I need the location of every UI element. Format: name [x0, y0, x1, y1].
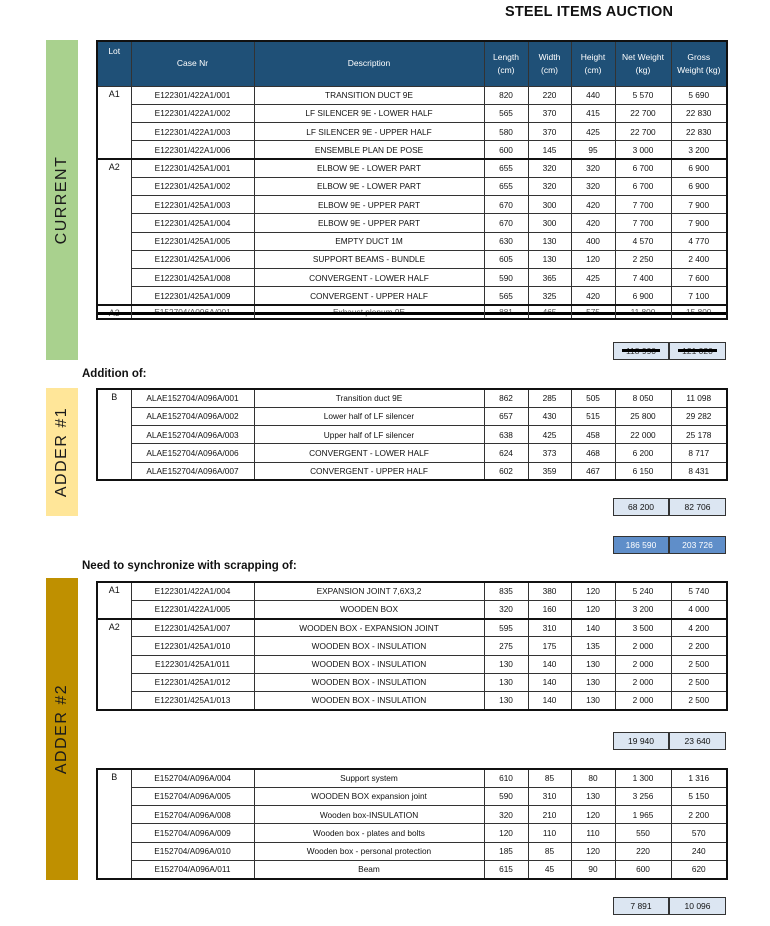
- table-row: [97, 673, 727, 691]
- table-header-row: [97, 41, 727, 86]
- gross-weight-cell: 5 150: [671, 787, 727, 805]
- gross-weight-cell: 6 900: [671, 159, 727, 177]
- lot-cell: A3: [97, 305, 131, 319]
- table-row: [97, 860, 727, 878]
- net-weight-cell: 2 000: [615, 673, 671, 691]
- grand-total-net: 186 590: [613, 536, 669, 554]
- length-cell: 565: [484, 104, 528, 122]
- description-cell: CONVERGENT - UPPER HALF: [254, 287, 484, 305]
- case-cell: E152704/A096A/004: [131, 769, 254, 787]
- net-weight-cell: 3 200: [615, 600, 671, 618]
- gross-weight-cell: 2 500: [671, 692, 727, 710]
- description-cell: WOODEN BOX - INSULATION: [254, 673, 484, 691]
- description-cell: CONVERGENT - UPPER HALF: [254, 462, 484, 480]
- height-cell: 120: [571, 600, 615, 618]
- description-cell: Exhaust plenum 9E: [254, 305, 484, 319]
- width-cell: 130: [528, 250, 571, 268]
- description-cell: ELBOW 9E - UPPER PART: [254, 214, 484, 232]
- table-row: [97, 842, 727, 860]
- section-adder-2: [46, 578, 78, 880]
- adder2b-table-body: [97, 769, 727, 879]
- net-weight-cell: 1 300: [615, 769, 671, 787]
- net-weight-cell: 25 800: [615, 407, 671, 425]
- height-cell: 420: [571, 214, 615, 232]
- case-cell: E122301/425A1/013: [131, 692, 254, 710]
- height-cell: 320: [571, 177, 615, 195]
- table-row: [97, 104, 727, 122]
- case-cell: E122301/425A1/002: [131, 177, 254, 195]
- net-weight-cell: 6 200: [615, 444, 671, 462]
- sync-caption: Need to synchronize with scrapping of:: [82, 560, 297, 572]
- gross-weight-cell: 570: [671, 824, 727, 842]
- section-current: [46, 40, 78, 360]
- width-cell: 300: [528, 196, 571, 214]
- case-cell: E122301/425A1/008: [131, 269, 254, 287]
- length-cell: 655: [484, 159, 528, 177]
- net-weight-cell: 22 700: [615, 104, 671, 122]
- width-cell: 300: [528, 214, 571, 232]
- table-row: [97, 250, 727, 268]
- table-row: [97, 824, 727, 842]
- height-cell: 415: [571, 104, 615, 122]
- width-cell: 310: [528, 619, 571, 637]
- description-cell: Support system: [254, 769, 484, 787]
- length-cell: 670: [484, 196, 528, 214]
- case-cell: E122301/422A1/005: [131, 600, 254, 618]
- net-weight-cell: 3 000: [615, 141, 671, 159]
- gross-weight-cell: 8 717: [671, 444, 727, 462]
- height-cell: 120: [571, 842, 615, 860]
- section-adder-1: [46, 388, 78, 516]
- case-cell: E122301/422A1/006: [131, 141, 254, 159]
- gross-weight-cell: 2 400: [671, 250, 727, 268]
- table-row: [97, 269, 727, 287]
- height-cell: 120: [571, 250, 615, 268]
- lot-cell: A1: [97, 86, 131, 159]
- col-case-header: Case Nr: [131, 41, 254, 86]
- net-weight-cell: 220: [615, 842, 671, 860]
- table-row: [97, 462, 727, 480]
- col-net-weight-header: Net Weight (kg): [615, 41, 671, 86]
- description-cell: LF SILENCER 9E - UPPER HALF: [254, 123, 484, 141]
- table-row: [97, 177, 727, 195]
- lot-cell: A1: [97, 582, 131, 619]
- length-cell: 130: [484, 692, 528, 710]
- width-cell: 373: [528, 444, 571, 462]
- case-cell: ALAE152704/A096A/003: [131, 426, 254, 444]
- case-cell: E122301/422A1/002: [131, 104, 254, 122]
- case-cell: ALAE152704/A096A/006: [131, 444, 254, 462]
- current-table-body: [97, 86, 727, 319]
- height-cell: 130: [571, 787, 615, 805]
- length-cell: 670: [484, 214, 528, 232]
- width-cell: 359: [528, 462, 571, 480]
- table-row: [97, 159, 727, 177]
- height-cell: 90: [571, 860, 615, 878]
- width-cell: 310: [528, 787, 571, 805]
- case-cell: E152704/A096A/001: [131, 305, 254, 319]
- gross-weight-cell: 6 900: [671, 177, 727, 195]
- net-weight-cell: 6 700: [615, 177, 671, 195]
- adder1-table: [96, 388, 728, 481]
- description-cell: Beam: [254, 860, 484, 878]
- addition-caption: Addition of:: [82, 368, 147, 380]
- width-cell: 175: [528, 637, 571, 655]
- length-cell: 580: [484, 123, 528, 141]
- lot-cell: B: [97, 769, 131, 879]
- adder2a-total-gross: 23 640: [669, 732, 726, 750]
- table-row: [97, 769, 727, 787]
- height-cell: 420: [571, 196, 615, 214]
- case-cell: E152704/A096A/005: [131, 787, 254, 805]
- case-cell: ALAE152704/A096A/007: [131, 462, 254, 480]
- col-gross-weight-header: Gross Weight (kg): [671, 41, 727, 86]
- section-adder-1-label: ADDER #1: [53, 406, 70, 498]
- gross-weight-cell: 620: [671, 860, 727, 878]
- col-height-header: Height (cm): [571, 41, 615, 86]
- description-cell: EMPTY DUCT 1M: [254, 232, 484, 250]
- height-cell: 320: [571, 159, 615, 177]
- length-cell: 602: [484, 462, 528, 480]
- gross-weight-cell: 7 600: [671, 269, 727, 287]
- table-row: [97, 141, 727, 159]
- case-cell: E122301/425A1/011: [131, 655, 254, 673]
- adder1-total-gross: 82 706: [669, 498, 726, 516]
- gross-weight-cell: 22 830: [671, 123, 727, 141]
- col-length-header: Length (cm): [484, 41, 528, 86]
- height-cell: 458: [571, 426, 615, 444]
- gross-weight-cell: 4 000: [671, 600, 727, 618]
- length-cell: 595: [484, 619, 528, 637]
- net-weight-cell: 4 570: [615, 232, 671, 250]
- adder2a-table-body: [97, 582, 727, 710]
- case-cell: ALAE152704/A096A/002: [131, 407, 254, 425]
- table-row: [97, 582, 727, 600]
- table-row: [97, 444, 727, 462]
- height-cell: 130: [571, 673, 615, 691]
- gross-weight-cell: 2 200: [671, 637, 727, 655]
- height-cell: 140: [571, 619, 615, 637]
- height-cell: 95: [571, 141, 615, 159]
- gross-weight-cell: 2 500: [671, 655, 727, 673]
- adder1-table-body: [97, 389, 727, 480]
- width-cell: 45: [528, 860, 571, 878]
- table-row: [97, 806, 727, 824]
- gross-weight-cell: 2 500: [671, 673, 727, 691]
- height-cell: 130: [571, 692, 615, 710]
- case-cell: E122301/425A1/007: [131, 619, 254, 637]
- gross-weight-cell: 29 282: [671, 407, 727, 425]
- gross-weight-cell: 15 800: [671, 305, 727, 319]
- width-cell: 220: [528, 86, 571, 104]
- height-cell: 468: [571, 444, 615, 462]
- adder2b-table: [96, 768, 728, 880]
- gross-weight-cell: 2 200: [671, 806, 727, 824]
- adder2a-table: [96, 581, 728, 711]
- table-row: [97, 232, 727, 250]
- net-weight-cell: 6 700: [615, 159, 671, 177]
- length-cell: 624: [484, 444, 528, 462]
- length-cell: 638: [484, 426, 528, 444]
- col-description-header: Description: [254, 41, 484, 86]
- length-cell: 835: [484, 582, 528, 600]
- adder2a-total-net: 19 940: [613, 732, 669, 750]
- net-weight-cell: 5 570: [615, 86, 671, 104]
- section-adder-2-label: ADDER #2: [53, 683, 70, 775]
- width-cell: 320: [528, 177, 571, 195]
- length-cell: 881: [484, 305, 528, 319]
- description-cell: ENSEMBLE PLAN DE POSE: [254, 141, 484, 159]
- current-total-gross: 121 020: [669, 342, 726, 360]
- gross-weight-cell: 11 098: [671, 389, 727, 407]
- net-weight-cell: 22 700: [615, 123, 671, 141]
- case-cell: E122301/425A1/012: [131, 673, 254, 691]
- length-cell: 565: [484, 287, 528, 305]
- current-total-net: 118 990: [613, 342, 669, 360]
- gross-weight-cell: 240: [671, 842, 727, 860]
- width-cell: 140: [528, 692, 571, 710]
- net-weight-cell: 1 965: [615, 806, 671, 824]
- height-cell: 110: [571, 824, 615, 842]
- width-cell: 210: [528, 806, 571, 824]
- description-cell: WOODEN BOX expansion joint: [254, 787, 484, 805]
- gross-weight-cell: 22 830: [671, 104, 727, 122]
- width-cell: 370: [528, 123, 571, 141]
- height-cell: 130: [571, 655, 615, 673]
- lot-cell: A2: [97, 159, 131, 305]
- case-cell: E122301/425A1/006: [131, 250, 254, 268]
- description-cell: WOODEN BOX: [254, 600, 484, 618]
- description-cell: CONVERGENT - LOWER HALF: [254, 444, 484, 462]
- width-cell: 320: [528, 159, 571, 177]
- description-cell: WOODEN BOX - INSULATION: [254, 637, 484, 655]
- description-cell: EXPANSION JOINT 7,6X3,2: [254, 582, 484, 600]
- net-weight-cell: 7 400: [615, 269, 671, 287]
- height-cell: 420: [571, 287, 615, 305]
- table-row: [97, 123, 727, 141]
- table-row: [97, 214, 727, 232]
- description-cell: ELBOW 9E - LOWER PART: [254, 159, 484, 177]
- gross-weight-cell: 5 690: [671, 86, 727, 104]
- case-cell: E122301/425A1/010: [131, 637, 254, 655]
- length-cell: 590: [484, 787, 528, 805]
- height-cell: 425: [571, 269, 615, 287]
- net-weight-cell: 11 800: [615, 305, 671, 319]
- case-cell: E122301/425A1/001: [131, 159, 254, 177]
- length-cell: 655: [484, 177, 528, 195]
- case-cell: ALAE152704/A096A/001: [131, 389, 254, 407]
- width-cell: 140: [528, 673, 571, 691]
- net-weight-cell: 2 250: [615, 250, 671, 268]
- net-weight-cell: 7 700: [615, 196, 671, 214]
- table-row: [97, 637, 727, 655]
- width-cell: 285: [528, 389, 571, 407]
- net-weight-cell: 5 240: [615, 582, 671, 600]
- length-cell: 320: [484, 600, 528, 618]
- length-cell: 615: [484, 860, 528, 878]
- gross-weight-cell: 5 740: [671, 582, 727, 600]
- description-cell: Lower half of LF silencer: [254, 407, 484, 425]
- length-cell: 120: [484, 824, 528, 842]
- table-row: [97, 287, 727, 305]
- case-cell: E122301/422A1/001: [131, 86, 254, 104]
- description-cell: SUPPORT BEAMS - BUNDLE: [254, 250, 484, 268]
- width-cell: 425: [528, 426, 571, 444]
- gross-weight-cell: 4 200: [671, 619, 727, 637]
- height-cell: 120: [571, 582, 615, 600]
- description-cell: Wooden box - personal protection: [254, 842, 484, 860]
- table-row: [97, 407, 727, 425]
- gross-weight-cell: 8 431: [671, 462, 727, 480]
- height-cell: 80: [571, 769, 615, 787]
- width-cell: 140: [528, 655, 571, 673]
- col-width-header: Width (cm): [528, 41, 571, 86]
- lot-cell: B: [97, 389, 131, 480]
- length-cell: 862: [484, 389, 528, 407]
- case-cell: E122301/422A1/004: [131, 582, 254, 600]
- description-cell: CONVERGENT - LOWER HALF: [254, 269, 484, 287]
- height-cell: 515: [571, 407, 615, 425]
- gross-weight-cell: 7 900: [671, 214, 727, 232]
- description-cell: LF SILENCER 9E - LOWER HALF: [254, 104, 484, 122]
- net-weight-cell: 22 000: [615, 426, 671, 444]
- net-weight-cell: 3 500: [615, 619, 671, 637]
- length-cell: 820: [484, 86, 528, 104]
- gross-weight-cell: 1 316: [671, 769, 727, 787]
- table-row: [97, 787, 727, 805]
- net-weight-cell: 2 000: [615, 692, 671, 710]
- table-row: [97, 692, 727, 710]
- length-cell: 657: [484, 407, 528, 425]
- net-weight-cell: 7 700: [615, 214, 671, 232]
- case-cell: E122301/425A1/003: [131, 196, 254, 214]
- length-cell: 610: [484, 769, 528, 787]
- grand-total-gross: 203 726: [669, 536, 726, 554]
- table-row: [97, 619, 727, 637]
- table-row: [97, 86, 727, 104]
- height-cell: 505: [571, 389, 615, 407]
- length-cell: 605: [484, 250, 528, 268]
- length-cell: 275: [484, 637, 528, 655]
- width-cell: 370: [528, 104, 571, 122]
- height-cell: 425: [571, 123, 615, 141]
- case-cell: E122301/425A1/004: [131, 214, 254, 232]
- gross-weight-cell: 3 200: [671, 141, 727, 159]
- description-cell: ELBOW 9E - LOWER PART: [254, 177, 484, 195]
- col-lot-header: Lot: [97, 41, 131, 86]
- net-weight-cell: 6 150: [615, 462, 671, 480]
- description-cell: Wooden box - plates and bolts: [254, 824, 484, 842]
- description-cell: Wooden box-INSULATION: [254, 806, 484, 824]
- length-cell: 590: [484, 269, 528, 287]
- width-cell: 430: [528, 407, 571, 425]
- net-weight-cell: 3 256: [615, 787, 671, 805]
- table-row: [97, 196, 727, 214]
- lot-cell: A2: [97, 619, 131, 710]
- width-cell: 365: [528, 269, 571, 287]
- net-weight-cell: 6 900: [615, 287, 671, 305]
- width-cell: 325: [528, 287, 571, 305]
- net-weight-cell: 600: [615, 860, 671, 878]
- section-current-label: CURRENT: [53, 155, 70, 245]
- length-cell: 130: [484, 655, 528, 673]
- case-cell: E152704/A096A/009: [131, 824, 254, 842]
- gross-weight-cell: 25 178: [671, 426, 727, 444]
- page-title: STEEL ITEMS AUCTION: [505, 4, 674, 20]
- description-cell: Transition duct 9E: [254, 389, 484, 407]
- gross-weight-cell: 7 900: [671, 196, 727, 214]
- width-cell: 130: [528, 232, 571, 250]
- net-weight-cell: 550: [615, 824, 671, 842]
- width-cell: 160: [528, 600, 571, 618]
- adder2b-total-net: 7 891: [613, 897, 669, 915]
- description-cell: WOODEN BOX - INSULATION: [254, 692, 484, 710]
- table-row: [97, 426, 727, 444]
- width-cell: 85: [528, 769, 571, 787]
- table-row: [97, 655, 727, 673]
- case-cell: E122301/422A1/003: [131, 123, 254, 141]
- struck-row: [97, 305, 727, 319]
- table-row: [97, 600, 727, 618]
- gross-weight-cell: 4 770: [671, 232, 727, 250]
- length-cell: 130: [484, 673, 528, 691]
- width-cell: 110: [528, 824, 571, 842]
- table-row: [97, 389, 727, 407]
- net-weight-cell: 2 000: [615, 637, 671, 655]
- width-cell: 145: [528, 141, 571, 159]
- description-cell: Upper half of LF silencer: [254, 426, 484, 444]
- length-cell: 630: [484, 232, 528, 250]
- adder2b-total-gross: 10 096: [669, 897, 726, 915]
- case-cell: E152704/A096A/011: [131, 860, 254, 878]
- description-cell: TRANSITION DUCT 9E: [254, 86, 484, 104]
- height-cell: 467: [571, 462, 615, 480]
- description-cell: ELBOW 9E - UPPER PART: [254, 196, 484, 214]
- case-cell: E152704/A096A/010: [131, 842, 254, 860]
- height-cell: 400: [571, 232, 615, 250]
- net-weight-cell: 8 050: [615, 389, 671, 407]
- case-cell: E122301/425A1/005: [131, 232, 254, 250]
- width-cell: 380: [528, 582, 571, 600]
- gross-weight-cell: 7 100: [671, 287, 727, 305]
- net-weight-cell: 2 000: [615, 655, 671, 673]
- width-cell: 85: [528, 842, 571, 860]
- height-cell: 120: [571, 806, 615, 824]
- case-cell: E152704/A096A/008: [131, 806, 254, 824]
- current-table: [96, 40, 728, 320]
- adder1-total-net: 68 200: [613, 498, 669, 516]
- length-cell: 185: [484, 842, 528, 860]
- case-cell: E122301/425A1/009: [131, 287, 254, 305]
- width-cell: 465: [528, 305, 571, 319]
- height-cell: 440: [571, 86, 615, 104]
- length-cell: 600: [484, 141, 528, 159]
- height-cell: 575: [571, 305, 615, 319]
- height-cell: 135: [571, 637, 615, 655]
- description-cell: WOODEN BOX - EXPANSION JOINT: [254, 619, 484, 637]
- description-cell: WOODEN BOX - INSULATION: [254, 655, 484, 673]
- length-cell: 320: [484, 806, 528, 824]
